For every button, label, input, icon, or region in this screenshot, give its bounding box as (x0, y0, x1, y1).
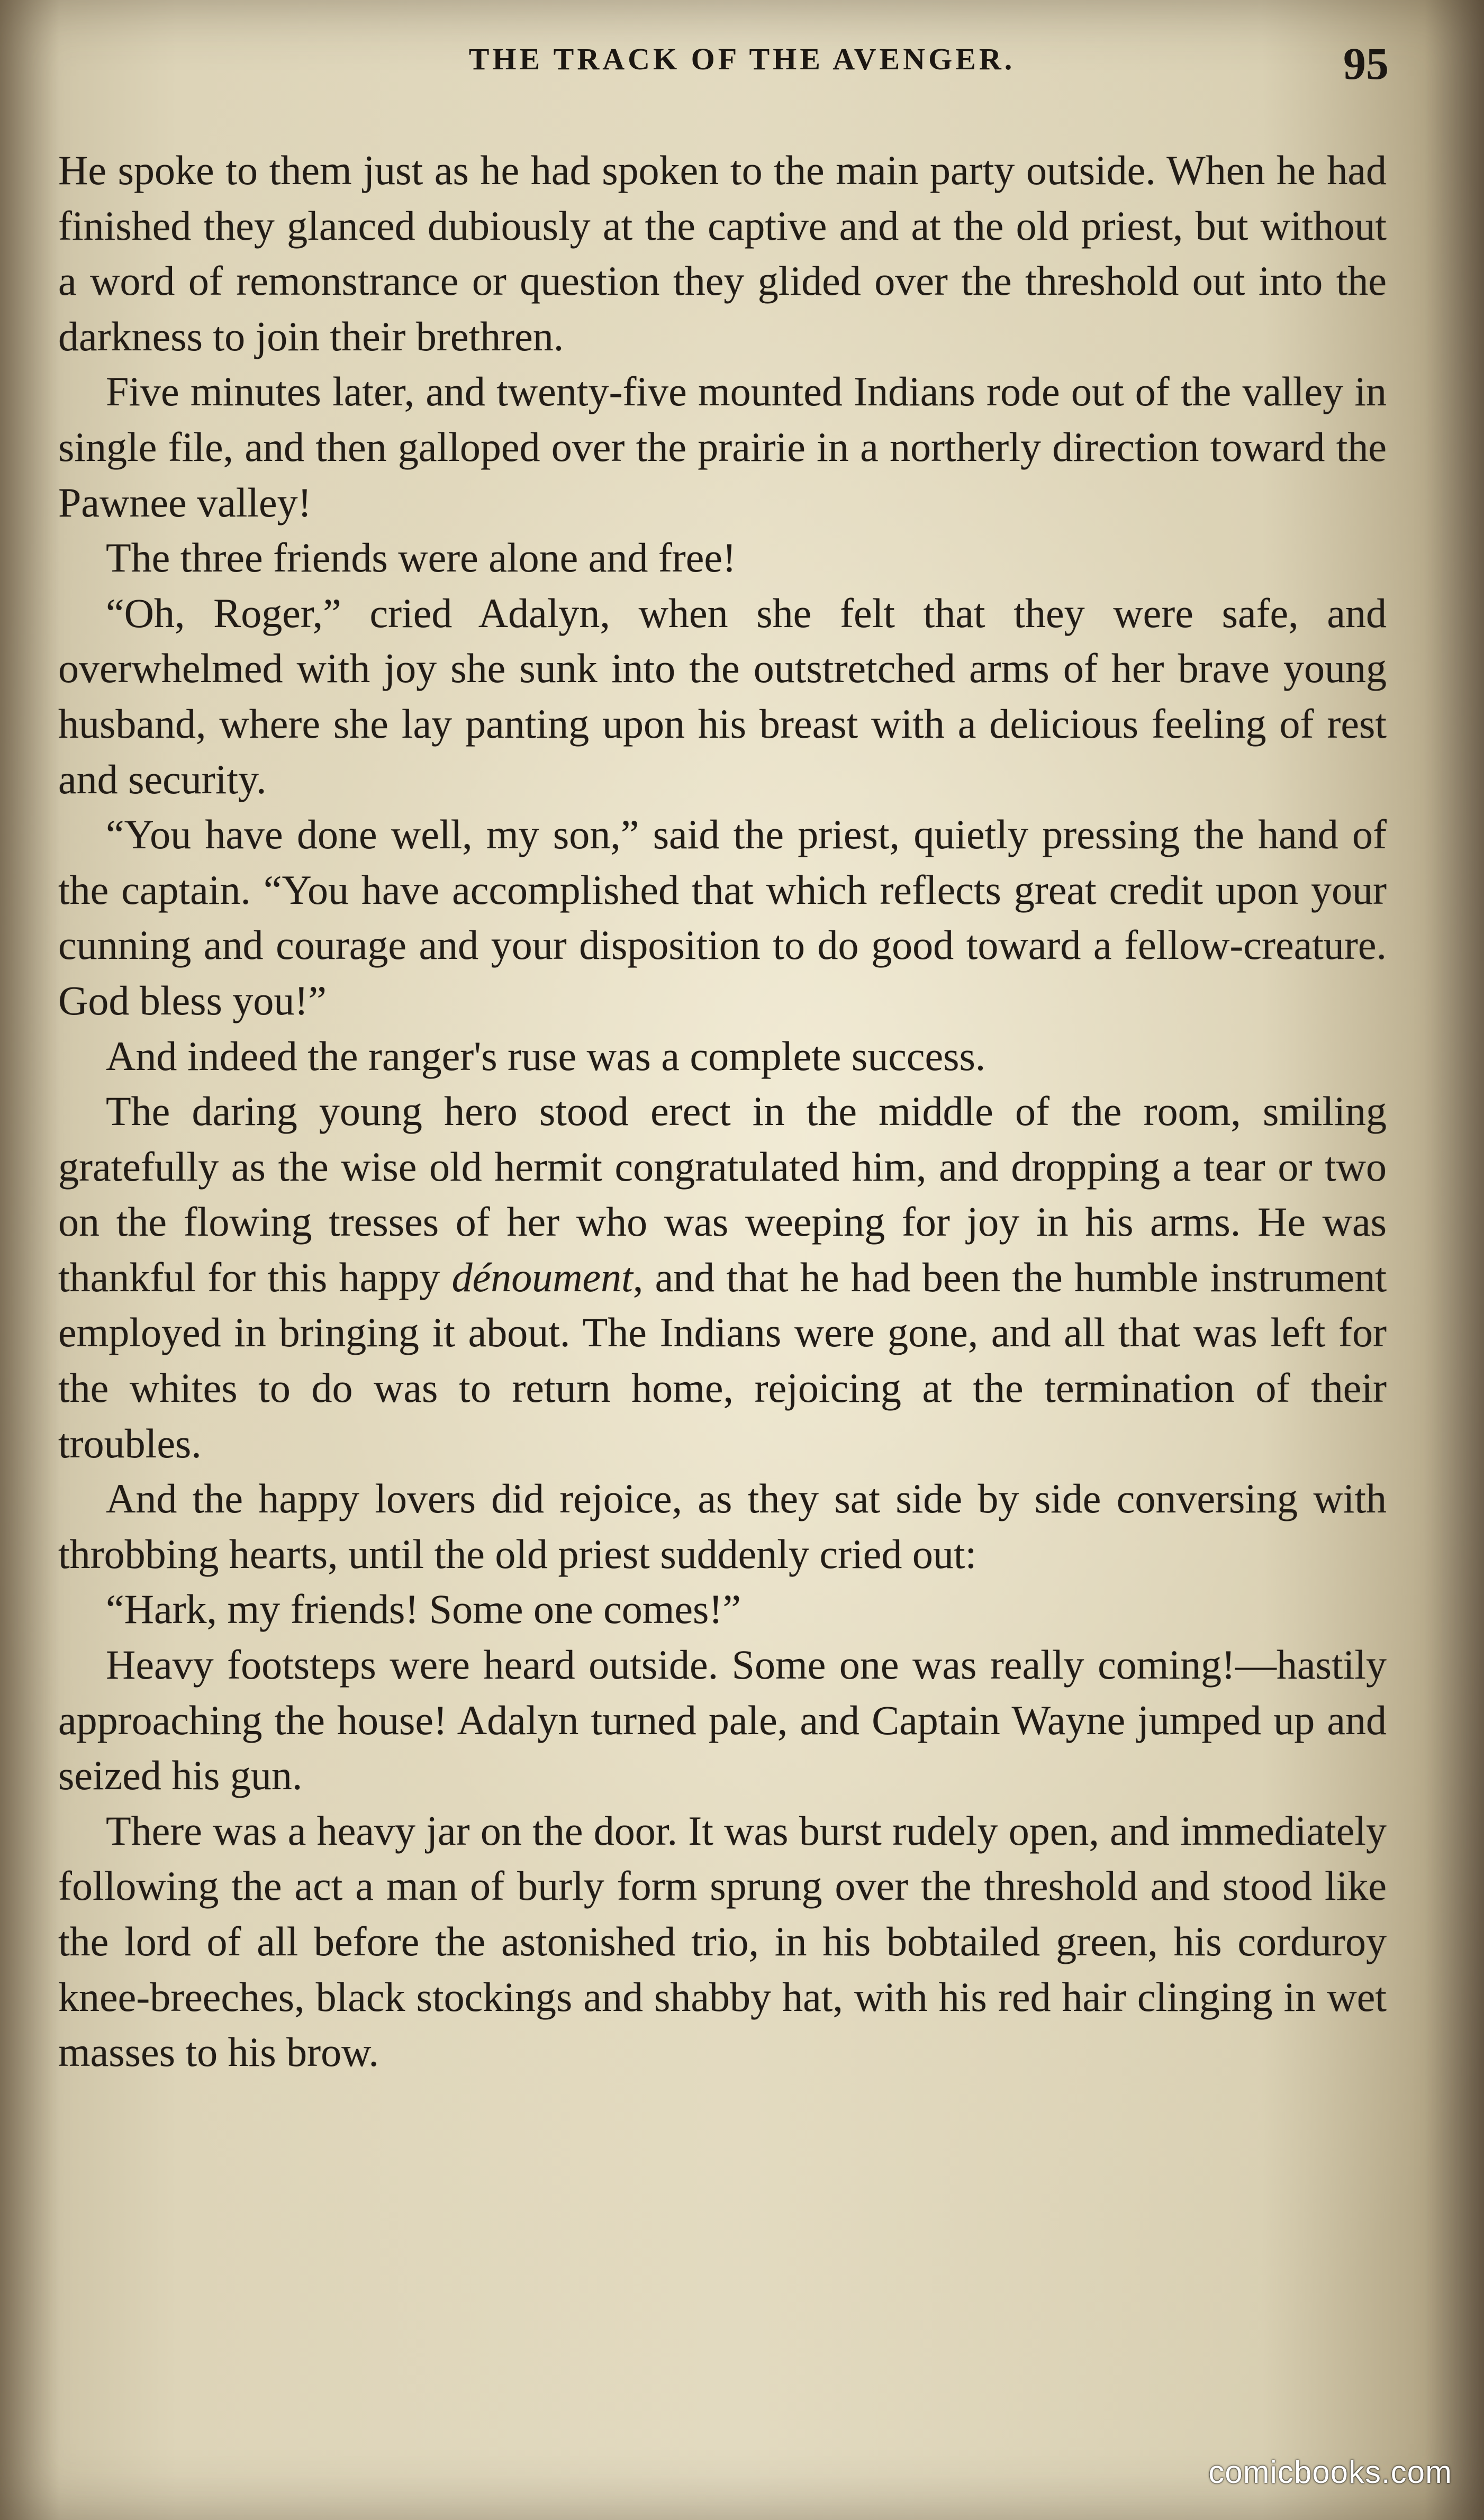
running-title: THE TRACK OF THE AVENGER. (468, 42, 1016, 76)
watermark: comicbooks.com (1208, 2454, 1452, 2490)
paragraph: And the happy lovers did rejoice, as they sat side by side conversing with throbbing hearts, until the old priest suddenly cried out: (58, 1475, 1387, 1577)
page-number: 95 (1343, 38, 1389, 89)
paragraph: “Oh, Roger,” cried Adalyn, when she felt that they were safe, and overwhelmed with joy she sunk into the outstretched arms of her brave young husband, where she lay panting upon his breast with a delicious feeling of rest and security. (58, 590, 1387, 802)
paragraph: There was a heavy jar on the door. It was burst rudely open, and immediately following the act a man of burly form sprung over the threshold and stood like the lord of all before the astonished trio, in his bobtailed green, his corduroy knee-breeches, black stockings and shabby hat, with his red hair clinging in wet masses to his brow. (58, 1807, 1387, 2075)
paragraph-text: The daring young hero stood erect in the middle of the room, smiling gratefully as the wise old hermit congratulated him, and dropping a tear or two on the flowing tresses of her who was weeping for joy in his arms. He was thankful for this happy (58, 1088, 1387, 1300)
paragraph: And indeed the ranger's ruse was a complete success. (106, 1032, 986, 1079)
italic-word: dénoument (451, 1254, 633, 1300)
body-text (58, 143, 1387, 2080)
paragraph (58, 1084, 1387, 1471)
paragraph-text: , and that he had been the humble instrument employed in bringing it about. The Indians were gone, and all that was left for the whites to do was to return home, rejoicing at the termination of their troubles. (58, 1254, 1387, 1466)
paragraph: “Hark, my friends! Some one comes!” (106, 1586, 741, 1633)
running-head (0, 38, 1484, 99)
paragraph: “You have done well, my son,” said the priest, quietly pressing the hand of the captain. “You have accomplished that which reflects great credit upon your cunning and courage and your disposition to do good toward a fellow-creature. God bless you!” (58, 811, 1387, 1023)
paragraph: He spoke to them just as he had spoken to the main party outside. When he had finished they glanced dubiously at the captive and at the old priest, but without a word of remonstrance or question they glided over the threshold out into the darkness to join their brethren. (58, 147, 1387, 359)
paragraph: Heavy footsteps were heard outside. Some one was really coming!—hastily approaching the house! Adalyn turned pale, and Captain Wayne jumped up and seized his gun. (58, 1642, 1387, 1799)
paragraph: The three friends were alone and free! (106, 534, 736, 581)
paragraph: Five minutes later, and twenty-five mounted Indians rode out of the valley in single file, and then galloped over the prairie in a northerly direction toward the Pawnee valley! (58, 368, 1387, 525)
